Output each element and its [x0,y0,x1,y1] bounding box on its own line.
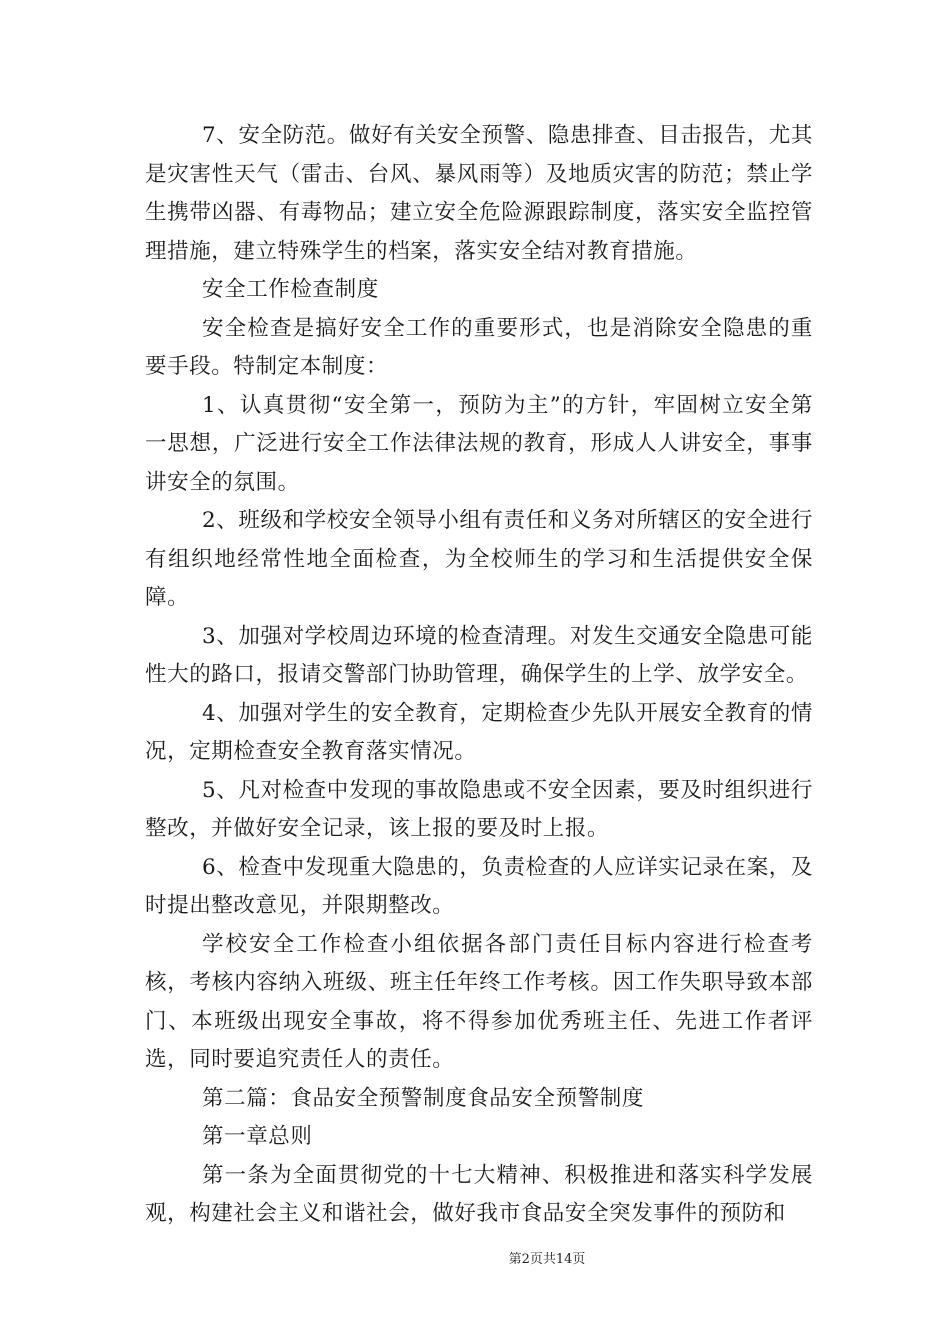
document-body [145,117,813,1234]
paragraph-item-6: 6、检查中发现重大隐患的，负责检查的人应详实记录在案，及时提出整改意见，并限期整改。 [145,854,813,918]
paragraph-item-1: 1、认真贯彻“安全第一，预防为主”的方针，牢固树立安全第一思想，广泛进行安全工作法律法规的教育，形成人人讲安全，事事讲安全的氛围。 [145,392,813,495]
paragraph-item-4: 4、加强对学生的安全教育，定期检查少先队开展安全教育的情况，定期检查安全教育落实情况。 [145,700,813,764]
paragraph-item-2: 2、班级和学校安全领导小组有责任和义务对所辖区的安全进行有组织地经常性地全面检查，为全校师生的学习和生活提供安全保障。 [145,508,813,610]
paragraph-item-5: 5、凡对检查中发现的事故隐患或不安全因素，要及时组织进行整改，并做好安全记录，该上报的要及时上报。 [145,777,813,841]
chapter-heading-general-provisions: 第一章总则 [202,1124,313,1149]
paragraph-inspection-intro: 安全检查是搞好安全工作的重要形式，也是消除安全隐患的重要手段。特制定本制度： [145,315,813,379]
paragraph-item-3: 3、加强对学校周边环境的检查清理。对发生交通安全隐患可能性大的路口，报请交警部门协助管理，确保学生的上学、放学安全。 [145,623,813,687]
paragraph-article-1: 第一条为全面贯彻党的十七大精神、积极推进和落实科学发展观，构建社会主义和谐社会，做好我市食品安全突发事件的预防和 [145,1162,813,1226]
paragraph-inspection-assessment: 学校安全工作检查小组依据各部门责任目标内容进行检查考核，考核内容纳入班级、班主任年终工作考核。因工作失职导致本部门、本班级出现安全事故，将不得参加优秀班主任、先进工作者评选，同时要追究责任人的责任。 [145,931,813,1072]
page-number-footer: 第2页共14页 [508,1252,586,1267]
section-heading-part-two: 第二篇：食品安全预警制度食品安全预警制度 [202,1085,645,1111]
section-heading-safety-inspection: 安全工作检查制度 [202,277,379,302]
paragraph-safety-prevention: 7、安全防范。做好有关安全预警、隐患排查、目击报告，尤其是灾害性天气（雷击、台风、暴风雨等）及地质灾害的防范；禁止学生携带凶器、有毒物品；建立安全危险源跟踪制度，落实安全监控管理措施，建立特殊学生的档案，落实安全结对教育措施。 [145,123,813,264]
